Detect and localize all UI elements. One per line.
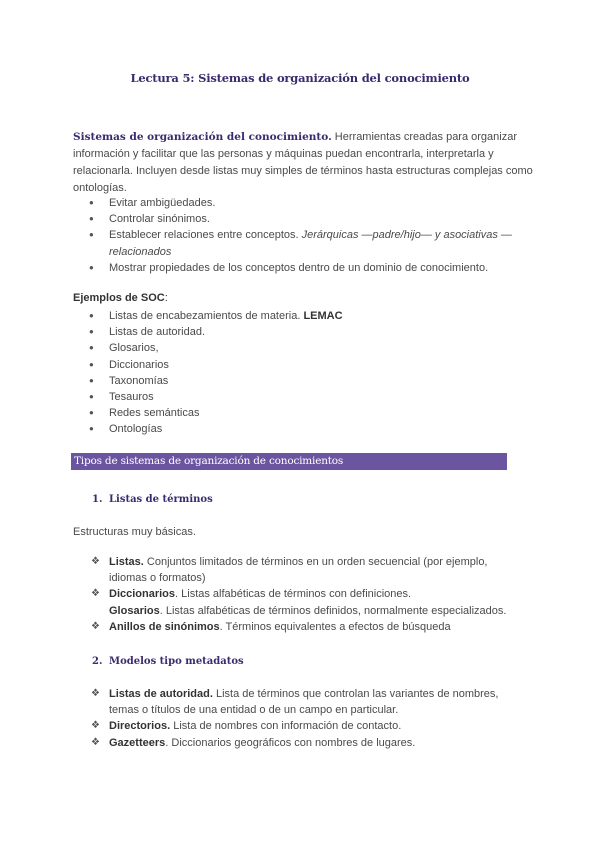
list-item xyxy=(73,308,513,324)
list-item-bold: Diccionarios xyxy=(109,588,176,601)
intro-lead: Sistemas de organización del conocimiento. xyxy=(73,131,332,143)
list-item-text: . Términos equivalentes a efectos de búsqueda xyxy=(219,620,451,633)
section1-heading xyxy=(92,494,213,505)
list-item-text: Redes semánticas xyxy=(109,407,200,420)
list-item xyxy=(73,405,513,421)
list-item-bold: LEMAC xyxy=(303,310,343,322)
list-item xyxy=(73,389,513,405)
diamond-bullet-icon: ❖ xyxy=(91,736,100,748)
list-item-text: Evitar ambigüedades. xyxy=(109,197,216,209)
list-item xyxy=(73,357,513,373)
diamond-bullet-icon: ❖ xyxy=(91,688,100,699)
list-item-text: Taxonomías xyxy=(109,374,169,387)
list-item-text: . Diccionarios geográficos con nombres de lugares. xyxy=(165,736,416,749)
purposes-list xyxy=(73,195,513,276)
diamond-bullet-icon: ❖ xyxy=(91,720,100,732)
list-item xyxy=(73,686,513,718)
list-item-text: Listas de autoridad. xyxy=(109,326,206,339)
list-item-text: Tesauros xyxy=(109,391,154,404)
section1-title: Listas de términos xyxy=(109,494,213,505)
list-item-text: Controlar sinónimos. xyxy=(109,213,210,226)
section2-list xyxy=(73,686,513,751)
examples-heading xyxy=(73,292,168,304)
list-item-text: Glosarios, xyxy=(109,342,159,355)
list-item-bold: Directorios. xyxy=(109,720,171,733)
list-item-text: Ontologías xyxy=(109,423,163,436)
section2-number: 2. xyxy=(92,656,103,667)
list-item-text: Mostrar propiedades de los conceptos dentro de un dominio de conocimiento. xyxy=(109,261,489,274)
section2-heading xyxy=(92,656,244,667)
list-item-bold: Glosarios xyxy=(109,604,160,617)
examples-list xyxy=(73,308,513,438)
list-item xyxy=(73,586,513,618)
section2-title: Modelos tipo metadatos xyxy=(109,656,244,667)
list-item-bold: Gazetteers xyxy=(109,736,166,749)
examples-heading-label: Ejemplos de SOC xyxy=(73,292,165,304)
list-item xyxy=(73,324,513,340)
list-item-text: . Listas alfabéticas de términos definidos, normalmente especializados. xyxy=(159,604,507,617)
list-item-text: Conjuntos limitados de términos en un orden secuencial (por ejemplo, idiomas o formatos) xyxy=(109,556,488,585)
diamond-bullet-icon: ❖ xyxy=(91,588,100,600)
list-item xyxy=(73,227,513,259)
list-item-text: Listas de encabezamientos de materia. xyxy=(109,310,304,322)
section-banner: Tipos de sistemas de organización de conocimientos xyxy=(71,453,507,470)
list-item xyxy=(73,554,513,586)
list-item xyxy=(73,735,513,751)
list-item-bold: Anillos de sinónimos xyxy=(109,620,220,633)
list-item-italic: Jerárquicas —padre/hijo— y asociativas —relacionados xyxy=(109,229,512,258)
list-item-bold: Listas. xyxy=(109,556,144,568)
list-item xyxy=(73,421,513,437)
examples-heading-colon: : xyxy=(164,292,168,304)
section1-number: 1. xyxy=(92,494,103,505)
section1-description: Estructuras muy básicas. xyxy=(73,526,196,538)
list-item xyxy=(73,195,513,211)
intro-text: Herramientas creadas para organizar información y facilitar que las personas y máquinas puedan encontrarla, interpretarla y relacionarla. Incluyen desde listas muy simples de términos hasta estructuras complejas como ontologías. xyxy=(73,131,533,194)
list-item-text: Establecer relaciones entre conceptos. xyxy=(109,229,302,242)
list-item xyxy=(73,340,513,356)
list-item xyxy=(73,718,513,734)
list-item xyxy=(73,211,513,227)
list-item-text: Diccionarios xyxy=(109,358,169,371)
intro-paragraph xyxy=(73,129,533,197)
list-item-text: . Listas alfabéticas de términos con definiciones. xyxy=(175,588,412,601)
section1-list xyxy=(73,554,513,635)
diamond-bullet-icon: ❖ xyxy=(91,556,100,567)
page-title: Lectura 5: Sistemas de organización del conocimiento xyxy=(130,71,470,85)
diamond-bullet-icon: ❖ xyxy=(91,620,100,632)
list-item-bold: Listas de autoridad. xyxy=(109,688,213,700)
list-item-text: Lista de nombres con información de contacto. xyxy=(170,720,402,733)
list-item xyxy=(73,373,513,389)
list-item-text: Lista de términos que controlan las variantes de nombres, temas o títulos de una entidad o de un campo en particular. xyxy=(109,688,499,717)
list-item xyxy=(73,260,513,276)
list-item xyxy=(73,619,513,635)
